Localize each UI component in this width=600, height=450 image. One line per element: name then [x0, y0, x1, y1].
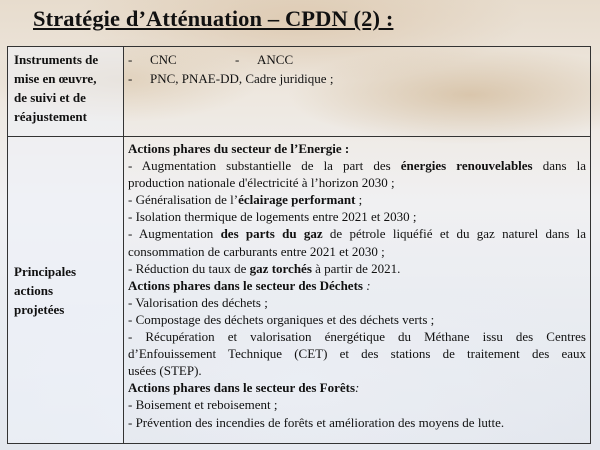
- instruments-label-line: réajustement: [14, 109, 87, 124]
- list-item-continuation: consommation de carburants entre 2021 et 2030 ;: [128, 243, 385, 259]
- actions-label-line: Principales: [14, 263, 77, 279]
- list-item: - Réduction du taux de gaz torchés à partir de 2021.: [128, 260, 401, 276]
- list-item-continuation: production nationale d'électricité à l’horizon 2030 ;: [128, 175, 395, 191]
- actions-label-line: projetées: [14, 301, 65, 317]
- list-item: [128, 69, 586, 88]
- forest-section-heading: Actions phares dans le secteur des Forêts:: [128, 380, 360, 396]
- table-row-instruments: [8, 47, 591, 137]
- list-item: - Boisement et reboisement ;: [128, 397, 278, 413]
- instrument-ancc: ANCC: [257, 52, 294, 67]
- list-item: [128, 50, 586, 69]
- bullet-dash: -: [128, 71, 133, 86]
- actions-label-line: actions: [14, 282, 53, 298]
- list-item: - Augmentation substantielle de la part des énergies renouvelables dans la: [128, 158, 586, 174]
- list-item-continuation: d’Enfouissement Technique (CET) et des stations de traitement des eaux: [128, 346, 586, 362]
- instruments-label-line: Instruments de: [14, 52, 99, 67]
- instruments-content-cell: [124, 47, 591, 137]
- list-item: - Valorisation des déchets ;: [128, 294, 268, 310]
- table-row-actions: [8, 137, 591, 444]
- instruments-label-line: mise en œuvre,: [14, 71, 97, 86]
- list-item: - Récupération et valorisation énergétique du Méthane issu des Centres: [128, 329, 586, 345]
- instrument-cnc: CNC: [150, 52, 177, 67]
- list-item-continuation: usées (STEP).: [128, 363, 202, 379]
- waste-section-heading: Actions phares dans le secteur des Déchets :: [128, 277, 371, 293]
- list-item: - Prévention des incendies de forêts et amélioration des moyens de lutte.: [128, 414, 505, 430]
- actions-content-cell: [124, 137, 591, 444]
- list-item: - Isolation thermique de logements entre 2021 et 2030 ;: [128, 209, 417, 225]
- slide-title: Stratégie d’Atténuation – CPDN (2) :: [33, 6, 394, 31]
- list-item: - Généralisation de l’éclairage performant ;: [128, 192, 363, 208]
- instruments-label-cell: [8, 47, 124, 137]
- energy-section-heading: Actions phares du secteur de l’Energie :: [128, 141, 350, 156]
- instrument-plans: PNC, PNAE-DD, Cadre juridique ;: [150, 71, 334, 86]
- instruments-label-line: de suivi et de: [14, 90, 86, 105]
- list-item: - Compostage des déchets organiques et des déchets verts ;: [128, 311, 435, 327]
- bullet-dash: -: [128, 52, 133, 67]
- strategy-table: [7, 46, 591, 444]
- actions-label-cell: [8, 137, 124, 444]
- bullet-dash: -: [235, 52, 240, 67]
- list-item: - Augmentation des parts du gaz de pétrole liquéfié et du gaz naturel dans la: [128, 226, 586, 242]
